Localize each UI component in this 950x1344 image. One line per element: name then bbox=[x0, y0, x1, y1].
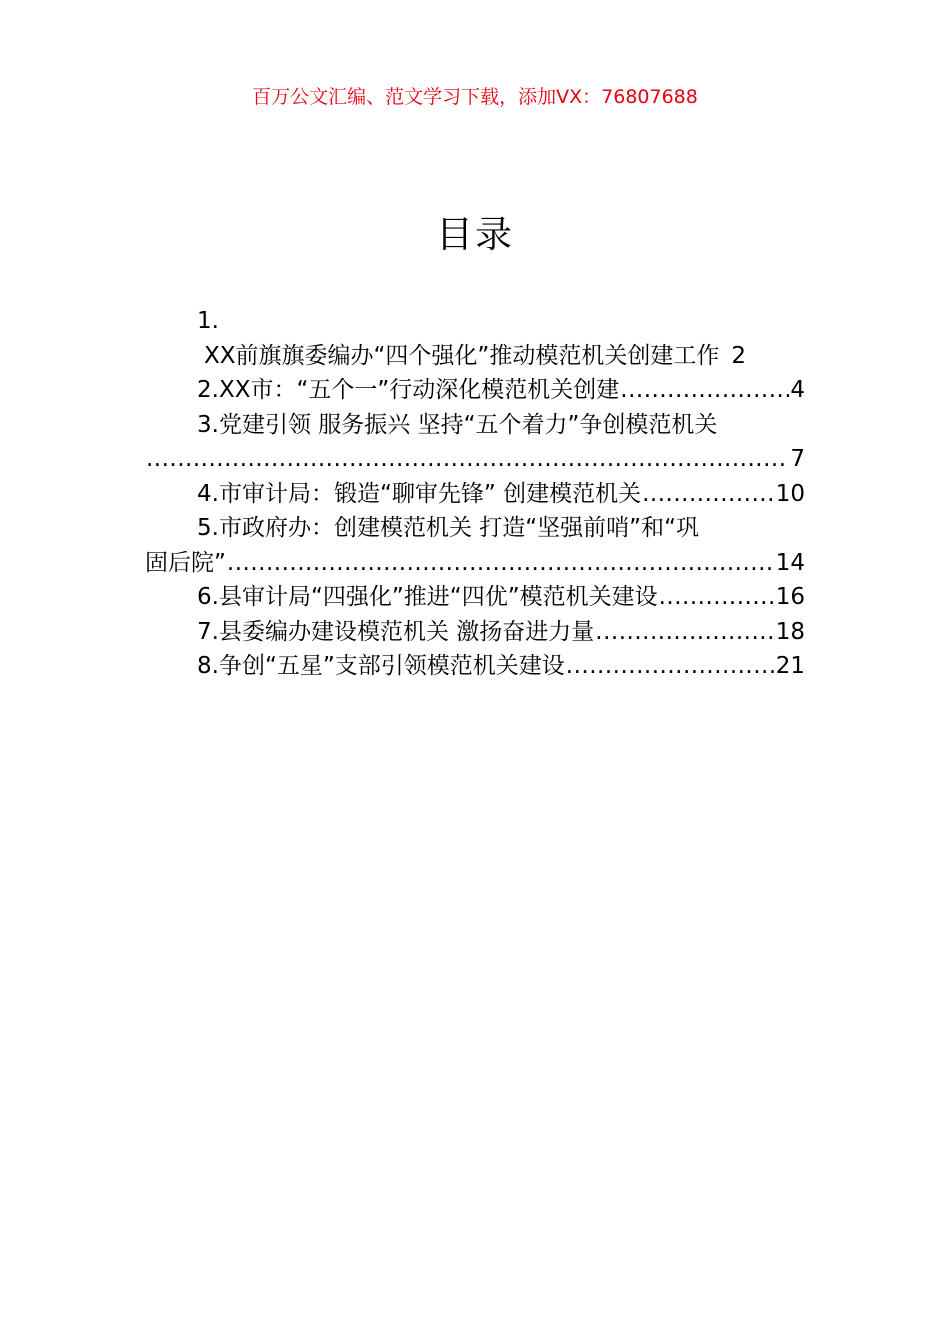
toc-entry-8-page: 21 bbox=[775, 653, 805, 679]
toc-entry-8[interactable] bbox=[145, 649, 805, 684]
toc-entry-7-title: 7.县委编办建设模范机关 激扬奋进力量 bbox=[197, 618, 595, 645]
toc-entry-4[interactable] bbox=[145, 477, 805, 512]
toc-entry-2-leader bbox=[620, 373, 789, 408]
toc-entry-4-leader bbox=[642, 477, 775, 512]
toc-title: 目录 bbox=[436, 213, 514, 256]
toc-entry-1[interactable] bbox=[145, 339, 805, 374]
toc-entry-3-page: 7 bbox=[790, 446, 805, 472]
toc-entry-8-title: 8.争创“五星”支部引领模范机关建设 bbox=[197, 653, 565, 679]
toc-entry-6-leader bbox=[659, 580, 775, 615]
toc-entry-6-title: 6.县审计局“四强化”推进“四优”模范机关建设 bbox=[197, 584, 658, 610]
toc-entry-3-leader bbox=[146, 442, 789, 477]
toc-entry-6-page: 16 bbox=[775, 584, 805, 610]
toc-entry-2-page: 4 bbox=[790, 377, 805, 403]
toc-entry-5-leader bbox=[227, 546, 775, 581]
toc-entry-3[interactable] bbox=[145, 408, 805, 443]
toc-entry-1-number: 1. bbox=[197, 308, 219, 334]
toc-entry-4-page: 10 bbox=[775, 480, 805, 507]
toc-entry-1-number-line bbox=[145, 304, 805, 339]
toc-entry-4-title: 4.市审计局：锻造“聊审先锋” 创建模范机关 bbox=[197, 480, 642, 507]
toc-entry-7-page: 18 bbox=[775, 618, 805, 645]
toc-entry-2-title: 2.XX市：“五个一”行动深化模范机关创建 bbox=[197, 377, 620, 403]
toc-entry-8-leader bbox=[566, 649, 775, 684]
toc-entry-2[interactable] bbox=[145, 373, 805, 408]
toc-entry-5-continuation[interactable] bbox=[145, 546, 805, 581]
header-note: 百万公文汇编、范文学习下载，添加VX：76807688 bbox=[252, 86, 698, 108]
toc-entry-5[interactable] bbox=[145, 511, 805, 546]
toc-entry-7-leader bbox=[595, 615, 774, 650]
toc-entry-1-title: XX前旗旗委编办“四个强化”推动模范机关创建工作 bbox=[204, 342, 720, 369]
table-of-contents bbox=[145, 304, 805, 684]
toc-entry-1-page: 2 bbox=[731, 342, 746, 369]
toc-entry-7[interactable] bbox=[145, 615, 805, 650]
toc-entry-3-continuation[interactable] bbox=[145, 442, 805, 477]
toc-entry-5-page: 14 bbox=[775, 549, 805, 576]
toc-entry-5-title-line2: 固后院” bbox=[145, 549, 226, 576]
toc-entry-6[interactable] bbox=[145, 580, 805, 615]
toc-entry-3-title: 3.党建引领 服务振兴 坚持“五个着力”争创模范机关 bbox=[197, 411, 718, 438]
toc-entry-5-title-line1: 5.市政府办：创建模范机关 打造“坚强前哨”和“巩 bbox=[197, 515, 700, 541]
